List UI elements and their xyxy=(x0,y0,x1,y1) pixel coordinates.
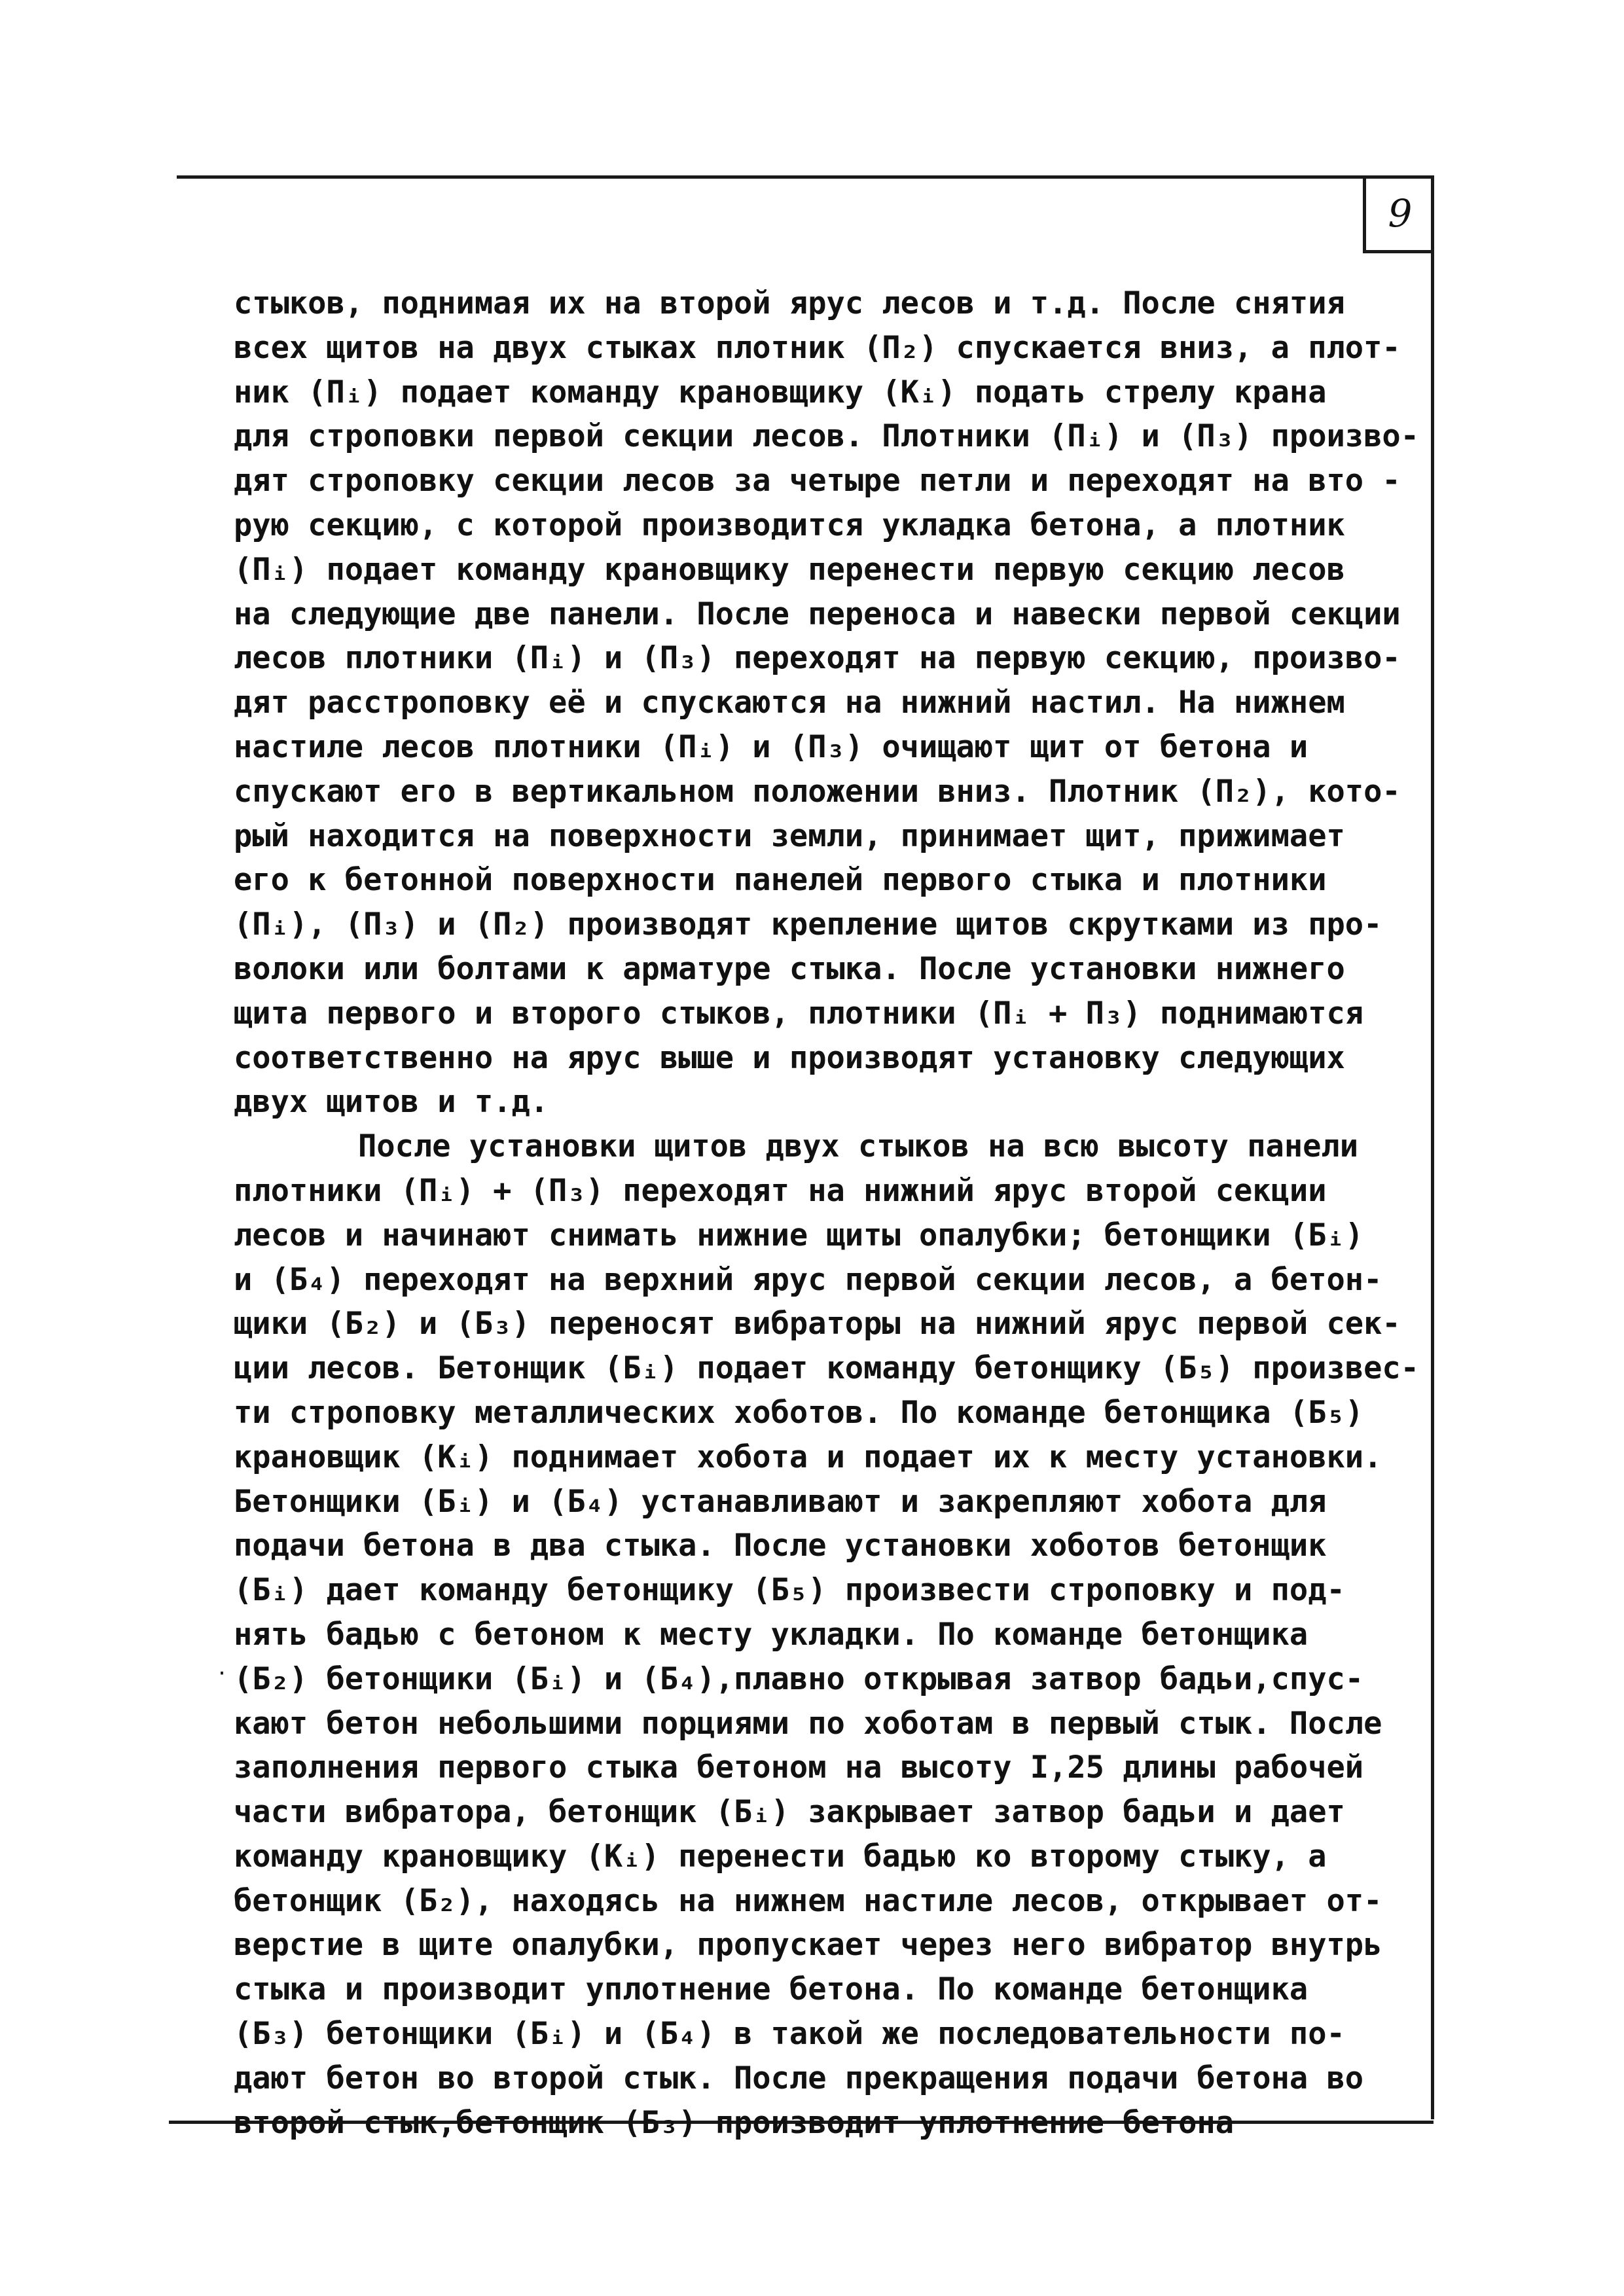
text-line: (Пᵢ) подает команду крановщику перенести первую секцию лесов xyxy=(234,551,1345,588)
page-number-box xyxy=(1363,177,1434,253)
body-text xyxy=(234,281,1419,2145)
text-line: стыка и производит уплотнение бетона. По команде бетонщика xyxy=(234,1971,1308,2008)
text-line: щита первого и второго стыков, плотники (Пᵢ + П₃) поднимаются xyxy=(234,995,1364,1031)
page-number: 9 xyxy=(1388,191,1413,236)
text-line: ти строповку металлических хоботов. По команде бетонщика (Б₅) xyxy=(234,1394,1364,1431)
text-line: рый находится на поверхности земли, принимает щит, прижимает xyxy=(234,817,1345,854)
text-line: (Б₂) бетонщики (Бᵢ) и (Б₄),плавно открывая затвор бадьи,спус- xyxy=(234,1660,1364,1697)
text-line: подачи бетона в два стыка. После установки хоботов бетонщик xyxy=(234,1528,1327,1564)
text-line: заполнения первого стыка бетоном на высоту I,25 длины рабочей xyxy=(234,1749,1364,1786)
page-frame-top-rule xyxy=(177,175,1434,179)
text-line: на следующие две панели. После переноса и навески первой секции xyxy=(234,596,1401,632)
text-line: дают бетон во второй стык. После прекращения подачи бетона во xyxy=(234,2060,1364,2096)
page-frame-right-rule xyxy=(1431,175,1434,2119)
text-line: щики (Б₂) и (Б₃) переносят вибраторы на нижний ярус первой сек- xyxy=(234,1306,1401,1342)
text-line: дят строповку секции лесов за четыре петли и переходят на вто - xyxy=(234,463,1401,499)
margin-mark: · xyxy=(216,1662,228,1685)
text-line: второй стык,бетонщик (Б₃) производит уплотнение бетона xyxy=(234,2104,1235,2141)
text-line: лесов и начинают снимать нижние щиты опалубки; бетонщики (Бᵢ) xyxy=(234,1217,1364,1253)
text-line: лесов плотники (Пᵢ) и (П₃) переходят на первую секцию, произво- xyxy=(234,640,1401,677)
text-line: плотники (Пᵢ) + (П₃) переходят на нижний ярус второй секции xyxy=(234,1172,1327,1209)
text-line: рую секцию, с которой производится укладка бетона, а плотник xyxy=(234,507,1345,543)
text-line: команду крановщику (Кᵢ) перенести бадью ко второму стыку, а xyxy=(234,1838,1327,1874)
paragraph-first-line: После установки щитов двух стыков на всю высоту панели xyxy=(358,1128,1359,1165)
text-line: Бетонщики (Бᵢ) и (Б₄) устанавливают и закрепляют хобота для xyxy=(234,1483,1327,1520)
text-line: соответственно на ярус выше и производят установку следующих xyxy=(234,1039,1345,1076)
text-line: верстие в щите опалубки, пропускает через него вибратор внутрь xyxy=(234,1927,1382,1964)
text-line: двух щитов и т.д. xyxy=(234,1084,549,1121)
text-line: спускают его в вертикальном положении вниз. Плотник (П₂), кото- xyxy=(234,773,1401,810)
text-line: (Бᵢ) дает команду бетонщику (Б₅) произвести строповку и под- xyxy=(234,1572,1345,1609)
text-line: кают бетон небольшими порциями по хоботам в первый стык. После xyxy=(234,1705,1382,1742)
text-line: волоки или болтами к арматуре стыка. После установки нижнего xyxy=(234,950,1345,987)
text-line: всех щитов на двух стыках плотник (П₂) спускается вниз, а плот- xyxy=(234,329,1401,366)
text-line: нять бадью с бетоном к месту укладки. По команде бетонщика xyxy=(234,1616,1308,1653)
text-line: ции лесов. Бетонщик (Бᵢ) подает команду бетонщику (Б₅) произвес- xyxy=(234,1350,1419,1387)
text-line: и (Б₄) переходят на верхний ярус первой секции лесов, а бетон- xyxy=(234,1261,1382,1298)
text-line: его к бетонной поверхности панелей первого стыка и плотники xyxy=(234,862,1327,899)
text-line: ник (Пᵢ) подает команду крановщику (Кᵢ) подать стрелу крана xyxy=(234,374,1327,410)
text-line: дят расстроповку её и спускаются на нижний настил. На нижнем xyxy=(234,685,1345,721)
text-line: стыков, поднимая их на второй ярус лесов и т.д. После снятия xyxy=(234,285,1345,321)
text-line: (Пᵢ), (П₃) и (П₂) производят крепление щитов скрутками из про- xyxy=(234,906,1382,943)
text-line: (Б₃) бетонщики (Бᵢ) и (Б₄) в такой же последовательности по- xyxy=(234,2016,1345,2053)
text-line: крановщик (Кᵢ) поднимает хобота и подает их к месту установки. xyxy=(234,1439,1382,1475)
text-line: бетонщик (Б₂), находясь на нижнем настиле лесов, открывает от- xyxy=(234,1882,1382,1919)
text-line: для строповки первой секции лесов. Плотники (Пᵢ) и (П₃) произво- xyxy=(234,418,1419,455)
text-line: настиле лесов плотники (Пᵢ) и (П₃) очищают щит от бетона и xyxy=(234,728,1308,765)
text-line: части вибратора, бетонщик (Бᵢ) закрывает затвор бадьи и дает xyxy=(234,1794,1345,1831)
